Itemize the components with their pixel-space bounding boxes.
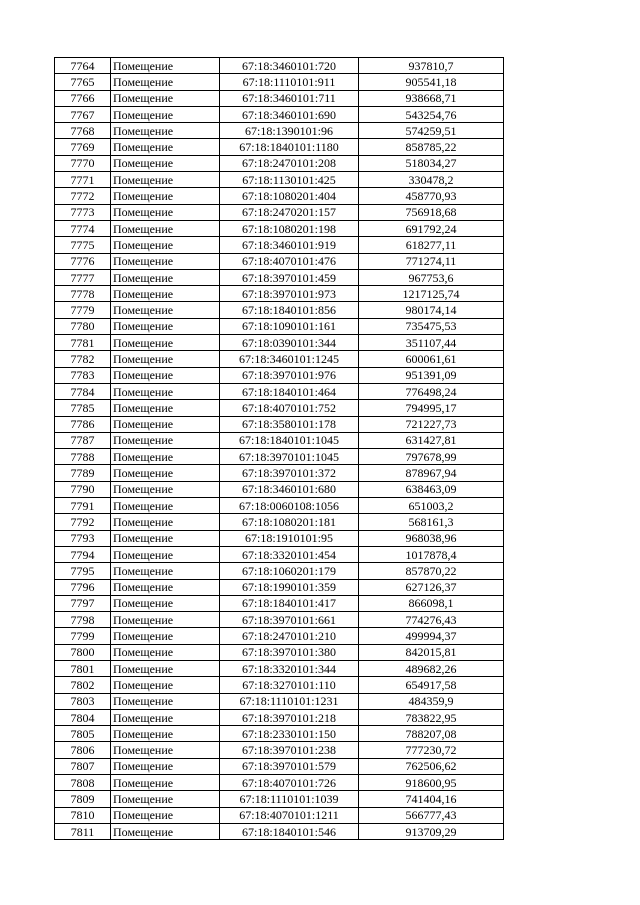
cadastral-number-cell: 67:18:1080201:181 <box>220 514 359 530</box>
object-type-cell: Помещение <box>111 546 220 562</box>
object-type-cell: Помещение <box>111 742 220 758</box>
row-number-cell: 7783 <box>55 367 111 383</box>
cadastral-number-cell: 67:18:4070101:476 <box>220 253 359 269</box>
object-type-cell: Помещение <box>111 302 220 318</box>
cadastral-number-cell: 67:18:1840101:1045 <box>220 432 359 448</box>
cadastral-number-cell: 67:18:1840101:546 <box>220 823 359 839</box>
cadastral-number-cell: 67:18:4070101:726 <box>220 775 359 791</box>
table-row <box>55 106 504 122</box>
cadastral-number-cell: 67:18:3970101:459 <box>220 269 359 285</box>
row-number-cell: 7797 <box>55 595 111 611</box>
object-type-cell: Помещение <box>111 644 220 660</box>
cadastral-value-cell: 735475,53 <box>359 318 504 334</box>
cadastral-number-cell: 67:18:1990101:359 <box>220 579 359 595</box>
object-type-cell: Помещение <box>111 595 220 611</box>
cadastral-value-cell: 918600,95 <box>359 775 504 791</box>
row-number-cell: 7764 <box>55 58 111 74</box>
row-number-cell: 7778 <box>55 286 111 302</box>
registry-table-body <box>55 58 504 840</box>
object-type-cell: Помещение <box>111 807 220 823</box>
cadastral-value-cell: 762506,62 <box>359 758 504 774</box>
table-row <box>55 139 504 155</box>
row-number-cell: 7777 <box>55 269 111 285</box>
table-row <box>55 775 504 791</box>
cadastral-value-cell: 878967,94 <box>359 465 504 481</box>
cadastral-value-cell: 330478,2 <box>359 172 504 188</box>
table-row <box>55 726 504 742</box>
row-number-cell: 7781 <box>55 335 111 351</box>
table-row <box>55 660 504 676</box>
cadastral-value-cell: 499994,37 <box>359 628 504 644</box>
cadastral-number-cell: 67:18:1390101:96 <box>220 123 359 139</box>
table-row <box>55 269 504 285</box>
cadastral-value-cell: 638463,09 <box>359 481 504 497</box>
cadastral-value-cell: 797678,99 <box>359 449 504 465</box>
cadastral-value-cell: 691792,24 <box>359 220 504 236</box>
row-number-cell: 7771 <box>55 172 111 188</box>
row-number-cell: 7786 <box>55 416 111 432</box>
object-type-cell: Помещение <box>111 237 220 253</box>
row-number-cell: 7780 <box>55 318 111 334</box>
cadastral-value-cell: 631427,81 <box>359 432 504 448</box>
table-row <box>55 530 504 546</box>
cadastral-value-cell: 771274,11 <box>359 253 504 269</box>
cadastral-value-cell: 794995,17 <box>359 400 504 416</box>
cadastral-number-cell: 67:18:3580101:178 <box>220 416 359 432</box>
object-type-cell: Помещение <box>111 465 220 481</box>
object-type-cell: Помещение <box>111 253 220 269</box>
cadastral-number-cell: 67:18:3320101:454 <box>220 546 359 562</box>
cadastral-value-cell: 651003,2 <box>359 498 504 514</box>
cadastral-number-cell: 67:18:3460101:1245 <box>220 351 359 367</box>
object-type-cell: Помещение <box>111 481 220 497</box>
object-type-cell: Помещение <box>111 318 220 334</box>
table-row <box>55 188 504 204</box>
row-number-cell: 7788 <box>55 449 111 465</box>
cadastral-number-cell: 67:18:1110101:1231 <box>220 693 359 709</box>
cadastral-value-cell: 905541,18 <box>359 74 504 90</box>
object-type-cell: Помещение <box>111 351 220 367</box>
cadastral-number-cell: 67:18:2330101:150 <box>220 726 359 742</box>
object-type-cell: Помещение <box>111 579 220 595</box>
cadastral-value-cell: 951391,09 <box>359 367 504 383</box>
table-row <box>55 677 504 693</box>
cadastral-value-cell: 968038,96 <box>359 530 504 546</box>
registry-table <box>54 57 504 840</box>
table-row <box>55 400 504 416</box>
row-number-cell: 7796 <box>55 579 111 595</box>
row-number-cell: 7806 <box>55 742 111 758</box>
row-number-cell: 7799 <box>55 628 111 644</box>
table-row <box>55 465 504 481</box>
object-type-cell: Помещение <box>111 123 220 139</box>
row-number-cell: 7789 <box>55 465 111 481</box>
object-type-cell: Помещение <box>111 416 220 432</box>
cadastral-number-cell: 67:18:3970101:372 <box>220 465 359 481</box>
row-number-cell: 7782 <box>55 351 111 367</box>
row-number-cell: 7775 <box>55 237 111 253</box>
row-number-cell: 7809 <box>55 791 111 807</box>
cadastral-number-cell: 67:18:1840101:417 <box>220 595 359 611</box>
table-row <box>55 237 504 253</box>
cadastral-number-cell: 67:18:1110101:911 <box>220 74 359 90</box>
cadastral-number-cell: 67:18:3460101:690 <box>220 106 359 122</box>
table-row <box>55 220 504 236</box>
cadastral-value-cell: 618277,11 <box>359 237 504 253</box>
table-row <box>55 286 504 302</box>
object-type-cell: Помещение <box>111 709 220 725</box>
row-number-cell: 7801 <box>55 660 111 676</box>
table-row <box>55 709 504 725</box>
cadastral-number-cell: 67:18:3970101:380 <box>220 644 359 660</box>
cadastral-value-cell: 842015,81 <box>359 644 504 660</box>
table-row <box>55 481 504 497</box>
object-type-cell: Помещение <box>111 530 220 546</box>
table-row <box>55 758 504 774</box>
table-row <box>55 172 504 188</box>
cadastral-number-cell: 67:18:3970101:218 <box>220 709 359 725</box>
cadastral-number-cell: 67:18:1110101:1039 <box>220 791 359 807</box>
cadastral-value-cell: 967753,6 <box>359 269 504 285</box>
object-type-cell: Помещение <box>111 498 220 514</box>
cadastral-value-cell: 351107,44 <box>359 335 504 351</box>
row-number-cell: 7765 <box>55 74 111 90</box>
row-number-cell: 7800 <box>55 644 111 660</box>
table-row <box>55 791 504 807</box>
table-row <box>55 449 504 465</box>
table-row <box>55 546 504 562</box>
table-row <box>55 204 504 220</box>
table-row <box>55 644 504 660</box>
cadastral-number-cell: 67:18:4070101:1211 <box>220 807 359 823</box>
cadastral-value-cell: 741404,16 <box>359 791 504 807</box>
row-number-cell: 7770 <box>55 155 111 171</box>
cadastral-number-cell: 67:18:1080201:404 <box>220 188 359 204</box>
object-type-cell: Помещение <box>111 612 220 628</box>
table-row <box>55 823 504 839</box>
row-number-cell: 7798 <box>55 612 111 628</box>
cadastral-number-cell: 67:18:1060201:179 <box>220 563 359 579</box>
table-row <box>55 579 504 595</box>
cadastral-value-cell: 574259,51 <box>359 123 504 139</box>
cadastral-value-cell: 913709,29 <box>359 823 504 839</box>
row-number-cell: 7769 <box>55 139 111 155</box>
cadastral-value-cell: 937810,7 <box>359 58 504 74</box>
row-number-cell: 7795 <box>55 563 111 579</box>
cadastral-value-cell: 1217125,74 <box>359 286 504 302</box>
row-number-cell: 7808 <box>55 775 111 791</box>
object-type-cell: Помещение <box>111 660 220 676</box>
cadastral-number-cell: 67:18:3970101:1045 <box>220 449 359 465</box>
object-type-cell: Помещение <box>111 367 220 383</box>
row-number-cell: 7776 <box>55 253 111 269</box>
object-type-cell: Помещение <box>111 449 220 465</box>
table-row <box>55 335 504 351</box>
row-number-cell: 7773 <box>55 204 111 220</box>
object-type-cell: Помещение <box>111 432 220 448</box>
cadastral-value-cell: 866098,1 <box>359 595 504 611</box>
cadastral-number-cell: 67:18:2470101:210 <box>220 628 359 644</box>
table-row <box>55 74 504 90</box>
cadastral-number-cell: 67:18:3460101:720 <box>220 58 359 74</box>
cadastral-value-cell: 543254,76 <box>359 106 504 122</box>
cadastral-value-cell: 858785,22 <box>359 139 504 155</box>
table-row <box>55 498 504 514</box>
cadastral-number-cell: 67:18:0390101:344 <box>220 335 359 351</box>
cadastral-number-cell: 67:18:4070101:752 <box>220 400 359 416</box>
cadastral-value-cell: 1017878,4 <box>359 546 504 562</box>
cadastral-number-cell: 67:18:3460101:919 <box>220 237 359 253</box>
object-type-cell: Помещение <box>111 74 220 90</box>
table-row <box>55 612 504 628</box>
cadastral-value-cell: 518034,27 <box>359 155 504 171</box>
row-number-cell: 7794 <box>55 546 111 562</box>
cadastral-number-cell: 67:18:1080201:198 <box>220 220 359 236</box>
table-row <box>55 432 504 448</box>
table-row <box>55 416 504 432</box>
table-row <box>55 628 504 644</box>
cadastral-value-cell: 458770,93 <box>359 188 504 204</box>
cadastral-value-cell: 600061,61 <box>359 351 504 367</box>
cadastral-value-cell: 938668,71 <box>359 90 504 106</box>
table-row <box>55 383 504 399</box>
table-row <box>55 595 504 611</box>
object-type-cell: Помещение <box>111 775 220 791</box>
cadastral-number-cell: 67:18:2470101:208 <box>220 155 359 171</box>
cadastral-value-cell: 489682,26 <box>359 660 504 676</box>
table-row <box>55 563 504 579</box>
cadastral-number-cell: 67:18:1840101:856 <box>220 302 359 318</box>
cadastral-value-cell: 980174,14 <box>359 302 504 318</box>
cadastral-number-cell: 67:18:3460101:711 <box>220 90 359 106</box>
cadastral-number-cell: 67:18:3970101:976 <box>220 367 359 383</box>
cadastral-number-cell: 67:18:3460101:680 <box>220 481 359 497</box>
object-type-cell: Помещение <box>111 400 220 416</box>
row-number-cell: 7779 <box>55 302 111 318</box>
row-number-cell: 7811 <box>55 823 111 839</box>
table-row <box>55 90 504 106</box>
object-type-cell: Помещение <box>111 90 220 106</box>
object-type-cell: Помещение <box>111 514 220 530</box>
object-type-cell: Помещение <box>111 204 220 220</box>
table-row <box>55 742 504 758</box>
cadastral-value-cell: 783822,95 <box>359 709 504 725</box>
object-type-cell: Помещение <box>111 139 220 155</box>
object-type-cell: Помещение <box>111 269 220 285</box>
cadastral-number-cell: 67:18:3970101:973 <box>220 286 359 302</box>
cadastral-number-cell: 67:18:3270101:110 <box>220 677 359 693</box>
cadastral-value-cell: 566777,43 <box>359 807 504 823</box>
row-number-cell: 7767 <box>55 106 111 122</box>
object-type-cell: Помещение <box>111 188 220 204</box>
table-row <box>55 693 504 709</box>
object-type-cell: Помещение <box>111 726 220 742</box>
table-row <box>55 58 504 74</box>
object-type-cell: Помещение <box>111 383 220 399</box>
row-number-cell: 7768 <box>55 123 111 139</box>
object-type-cell: Помещение <box>111 823 220 839</box>
cadastral-number-cell: 67:18:1090101:161 <box>220 318 359 334</box>
cadastral-value-cell: 756918,68 <box>359 204 504 220</box>
cadastral-value-cell: 654917,58 <box>359 677 504 693</box>
row-number-cell: 7790 <box>55 481 111 497</box>
table-row <box>55 302 504 318</box>
object-type-cell: Помещение <box>111 563 220 579</box>
cadastral-value-cell: 627126,37 <box>359 579 504 595</box>
row-number-cell: 7803 <box>55 693 111 709</box>
table-row <box>55 351 504 367</box>
cadastral-number-cell: 67:18:3970101:238 <box>220 742 359 758</box>
row-number-cell: 7793 <box>55 530 111 546</box>
object-type-cell: Помещение <box>111 286 220 302</box>
object-type-cell: Помещение <box>111 172 220 188</box>
row-number-cell: 7810 <box>55 807 111 823</box>
cadastral-number-cell: 67:18:0060108:1056 <box>220 498 359 514</box>
row-number-cell: 7791 <box>55 498 111 514</box>
cadastral-value-cell: 788207,08 <box>359 726 504 742</box>
object-type-cell: Помещение <box>111 335 220 351</box>
cadastral-number-cell: 67:18:1840101:464 <box>220 383 359 399</box>
cadastral-number-cell: 67:18:1840101:1180 <box>220 139 359 155</box>
cadastral-value-cell: 484359,9 <box>359 693 504 709</box>
cadastral-value-cell: 774276,43 <box>359 612 504 628</box>
cadastral-value-cell: 721227,73 <box>359 416 504 432</box>
row-number-cell: 7772 <box>55 188 111 204</box>
object-type-cell: Помещение <box>111 58 220 74</box>
cadastral-value-cell: 568161,3 <box>359 514 504 530</box>
row-number-cell: 7805 <box>55 726 111 742</box>
cadastral-number-cell: 67:18:1910101:95 <box>220 530 359 546</box>
object-type-cell: Помещение <box>111 155 220 171</box>
row-number-cell: 7804 <box>55 709 111 725</box>
table-row <box>55 155 504 171</box>
table-row <box>55 514 504 530</box>
object-type-cell: Помещение <box>111 693 220 709</box>
object-type-cell: Помещение <box>111 677 220 693</box>
cadastral-number-cell: 67:18:3320101:344 <box>220 660 359 676</box>
cadastral-number-cell: 67:18:1130101:425 <box>220 172 359 188</box>
table-row <box>55 318 504 334</box>
object-type-cell: Помещение <box>111 106 220 122</box>
cadastral-number-cell: 67:18:2470201:157 <box>220 204 359 220</box>
cadastral-number-cell: 67:18:3970101:579 <box>220 758 359 774</box>
object-type-cell: Помещение <box>111 628 220 644</box>
cadastral-value-cell: 857870,22 <box>359 563 504 579</box>
object-type-cell: Помещение <box>111 220 220 236</box>
row-number-cell: 7802 <box>55 677 111 693</box>
row-number-cell: 7792 <box>55 514 111 530</box>
row-number-cell: 7785 <box>55 400 111 416</box>
row-number-cell: 7807 <box>55 758 111 774</box>
table-row <box>55 367 504 383</box>
cadastral-value-cell: 777230,72 <box>359 742 504 758</box>
cadastral-value-cell: 776498,24 <box>359 383 504 399</box>
row-number-cell: 7787 <box>55 432 111 448</box>
row-number-cell: 7774 <box>55 220 111 236</box>
table-row <box>55 253 504 269</box>
row-number-cell: 7766 <box>55 90 111 106</box>
table-row <box>55 807 504 823</box>
cadastral-number-cell: 67:18:3970101:661 <box>220 612 359 628</box>
object-type-cell: Помещение <box>111 791 220 807</box>
row-number-cell: 7784 <box>55 383 111 399</box>
table-row <box>55 123 504 139</box>
object-type-cell: Помещение <box>111 758 220 774</box>
